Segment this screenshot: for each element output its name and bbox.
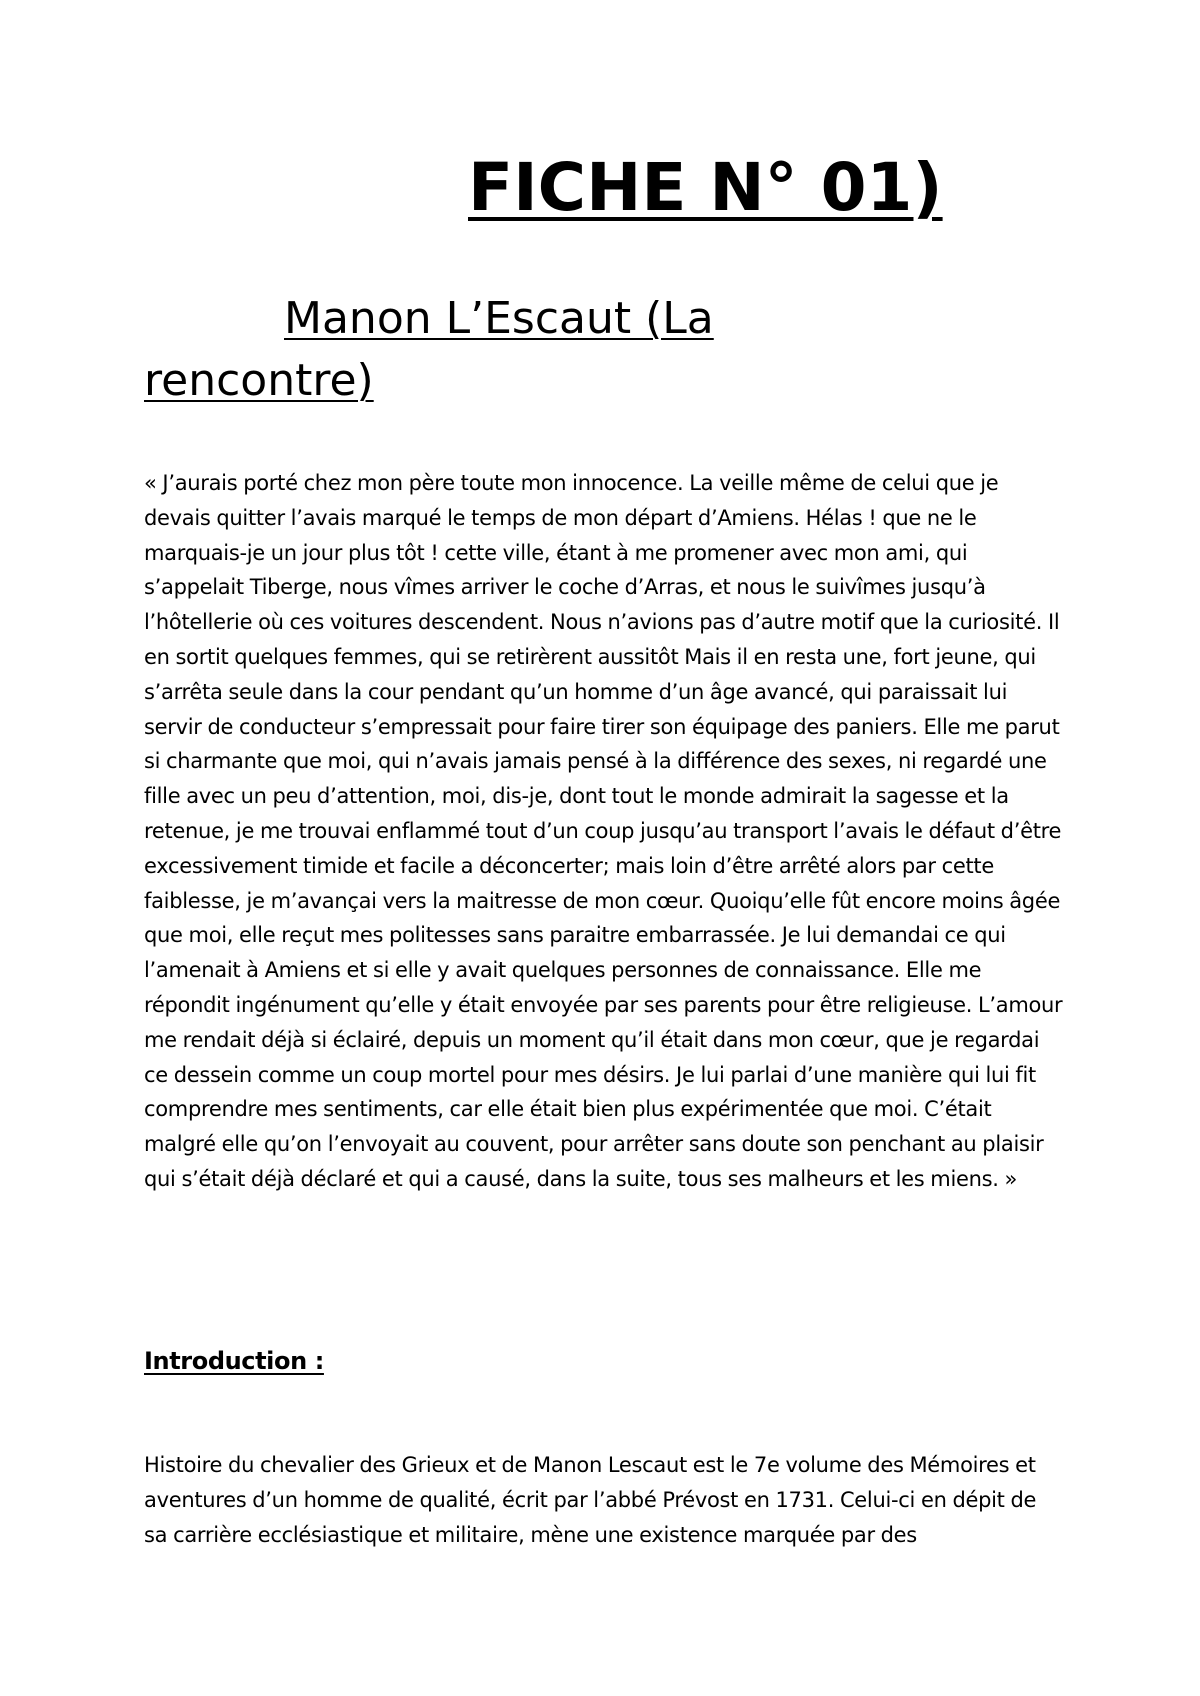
quote-paragraph: « J’aurais porté chez mon père toute mon innocence. La veille même de celui que je devais quitter l’avais marqué le temps de mon départ d’Amiens. Hélas ! que ne le marquais-je un jour plus tôt ! cette ville, étant à me promener avec mon ami, qui s’appelait Tiberge, nous vîmes arriver le coche d’Arras, et nous le suivîmes jusqu’à l’hôtellerie où ces voitures descendent. Nous n’avions pas d’autre motif que la curiosité. Il en sortit quelques femmes, qui se retirèrent aussitôt Mais il en resta une, fort jeune, qui s’arrêta seule dans la cour pendant qu’un homme d’un âge avancé, qui paraissait lui servir de conducteur s’empressait pour faire tirer son équipage des paniers. Elle me parut si charmante que moi, qui n’avais jamais pensé à la différence des sexes, ni regardé une fille avec un peu d’attention, moi, dis-je, dont tout le monde admirait la sagesse et la retenue, je me trouvai enflammé tout d’un coup jusqu’au transport l’avais le défaut d’être excessivement timide et facile a déconcerter; mais loin d’être arrêté alors par cette faiblesse, je m’avançai vers la maitresse de mon cœur. Quoiqu’elle fût encore moins âgée que moi, elle reçut mes politesses sans paraitre embarrassée. Je lui demandai ce qui l’amenait à Amiens et si elle y avait quelques personnes de connaissance. Elle me répondit ingénument qu’elle y était envoyée par ses parents pour être religieuse. L’amour me rendait déjà si éclairé, depuis un moment qu’il était dans mon cœur, que je regardai ce dessein comme un coup mortel pour mes désirs. Je lui parlai d’une manière qui lui fit comprendre mes sentiments, car elle était bien plus expérimentée que moi. C’était malgré elle qu’on l’envoyait au couvent, pour arrêter sans doute son penchant au plaisir qui s’était déjà déclaré et qui a causé, dans la suite, tous ses malheurs et les miens. » [144, 471, 1063, 1191]
page-subtitle: Manon L’Escaut (La rencontre) [144, 293, 714, 406]
introduction-paragraph: Histoire du chevalier des Grieux et de Manon Lescaut est le 7e volume des Mémoires et aventures d’un homme de qualité, écrit par l’abbé Prévost en 1731. Celui-ci en dépit de sa carrière ecclésiastique et militaire, mène une existence marquée par des [144, 1453, 1037, 1547]
page-title: FICHE N° 01) [468, 149, 943, 226]
introduction-heading: Introduction : [144, 1347, 324, 1375]
